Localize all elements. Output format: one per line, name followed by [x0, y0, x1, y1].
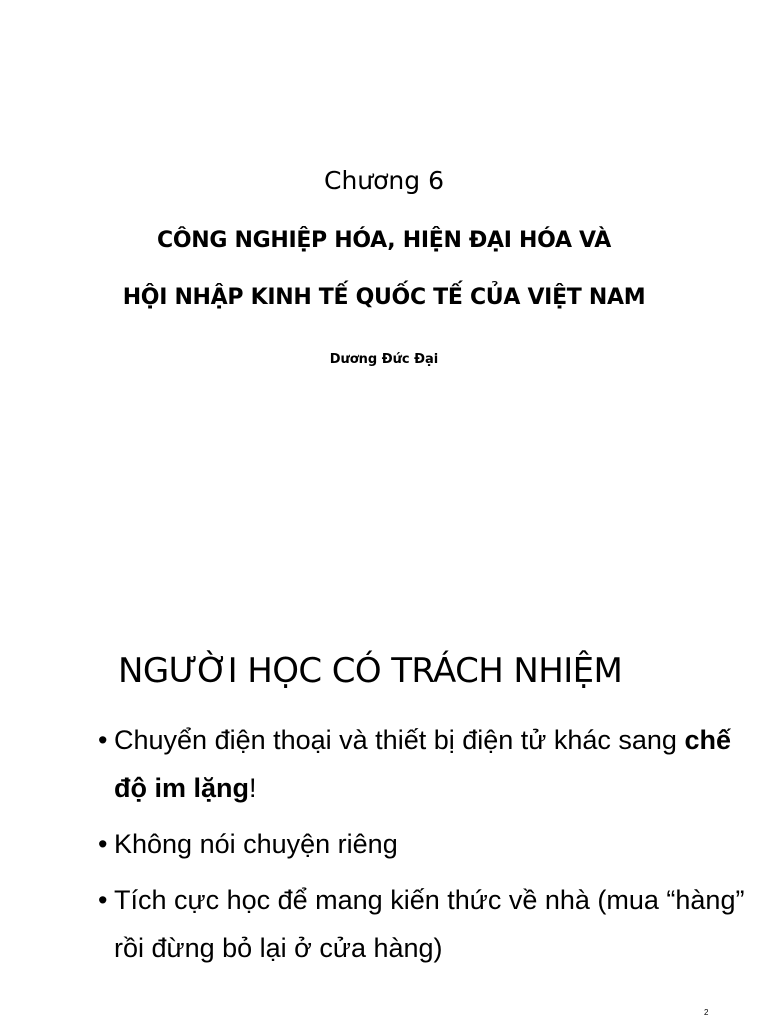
bullet-icon: • [98, 885, 108, 915]
slide-2 [0, 512, 768, 1024]
bullet-emphasis: chế độ im lặng [114, 725, 731, 803]
bullet-list [98, 716, 748, 980]
bullet-text: Tích cực học để mang kiến thức về nhà (mua “hàng” rồi đừng bỏ lại ở cửa hàng) [114, 885, 745, 963]
bullet-icon: • [98, 725, 108, 755]
chapter-title-line-2: HỘI NHẬP KINH TẾ QUỐC TẾ CỦA VIỆT NAM [122, 285, 646, 310]
bullet-text: Không nói chuyện riêng [114, 829, 398, 859]
bullet-item-no-chatting [98, 820, 748, 868]
bullet-icon: • [98, 829, 108, 859]
chapter-label: Chương 6 [323, 166, 444, 195]
page-number: 2 [704, 1008, 709, 1017]
bullet-item-active-learning [98, 876, 748, 972]
slide-heading: NGƯỜI HỌC CÓ TRÁCH NHIỆM [118, 651, 623, 691]
author-name: Dương Đức Đại [329, 352, 439, 367]
bullet-text: Chuyển điện thoại và thiết bị điện tử khác sang [114, 725, 685, 755]
bullet-punctuation: ! [249, 773, 257, 803]
bullet-item-silent-mode [98, 716, 748, 812]
chapter-title-line-1: CÔNG NGHIỆP HÓA, HIỆN ĐẠI HÓA VÀ [156, 228, 611, 253]
